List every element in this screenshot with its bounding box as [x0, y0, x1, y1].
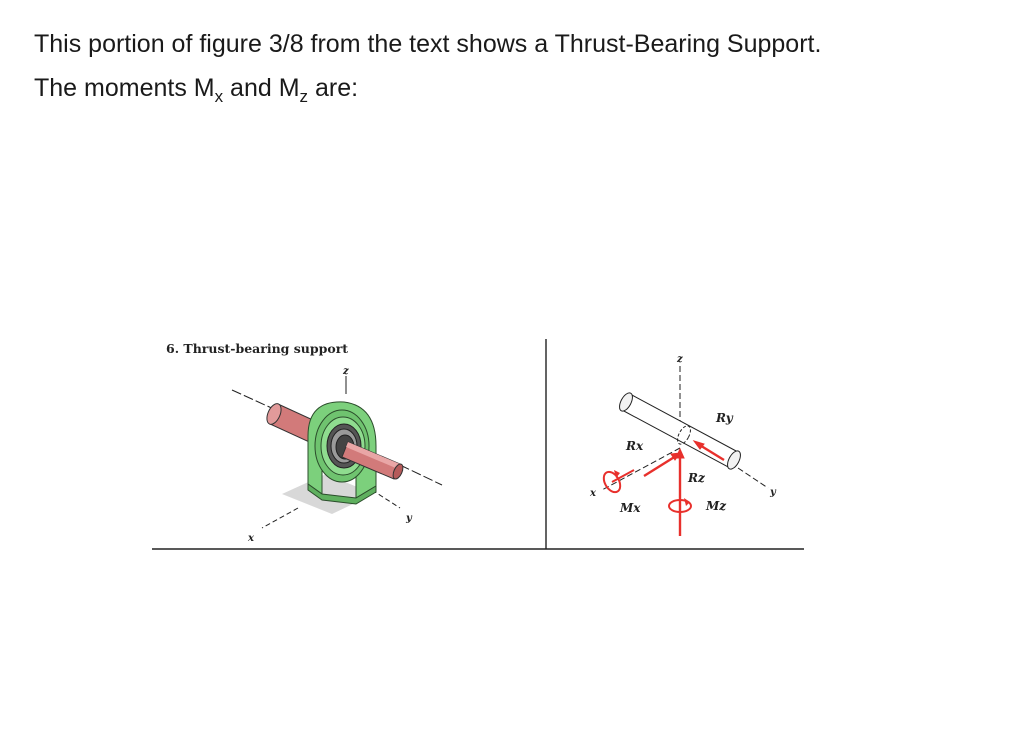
label-ry: Ry [716, 411, 733, 425]
subscript-x: x [214, 87, 224, 106]
right-axis-y-label: y [770, 487, 776, 498]
line2-prefix: The moments M [34, 74, 215, 102]
subscript-z: z [299, 87, 309, 106]
right-axis-x-label: x [590, 488, 596, 499]
line2-and: and M [223, 74, 300, 102]
label-mz: Mz [706, 499, 727, 513]
right-axis-z-label: z [677, 354, 683, 365]
label-mx: Mx [620, 501, 641, 515]
question-text [34, 22, 994, 110]
right-panel [589, 354, 777, 536]
label-rz: Rz [688, 471, 705, 485]
thrust-bearing-figure [150, 336, 806, 552]
figure-caption: 6. Thrust-bearing support [166, 341, 349, 356]
question-line-2 [34, 66, 994, 110]
question-line-1: This portion of figure 3/8 from the text shows a Thrust-Bearing Support. [34, 30, 822, 58]
left-shaft-axis-front [400, 465, 442, 485]
left-shaft-axis-back [232, 390, 276, 410]
left-axis-y-label: y [406, 513, 412, 524]
line2-suffix: are: [308, 74, 359, 102]
left-x-axis [262, 508, 298, 528]
figure-drawing [150, 336, 806, 552]
label-rx: Rx [626, 439, 644, 453]
left-axis-x-label: x [248, 533, 254, 544]
rz-arrow [676, 449, 684, 494]
left-axis-z-label: z [343, 366, 349, 377]
right-x-axis [602, 448, 680, 490]
mz-moment-arrow [669, 494, 691, 536]
left-y-axis [372, 490, 400, 508]
rx-arrow [644, 453, 680, 476]
right-y-axis [738, 468, 768, 488]
left-panel [232, 366, 442, 544]
mx-moment-arrow [600, 469, 634, 495]
